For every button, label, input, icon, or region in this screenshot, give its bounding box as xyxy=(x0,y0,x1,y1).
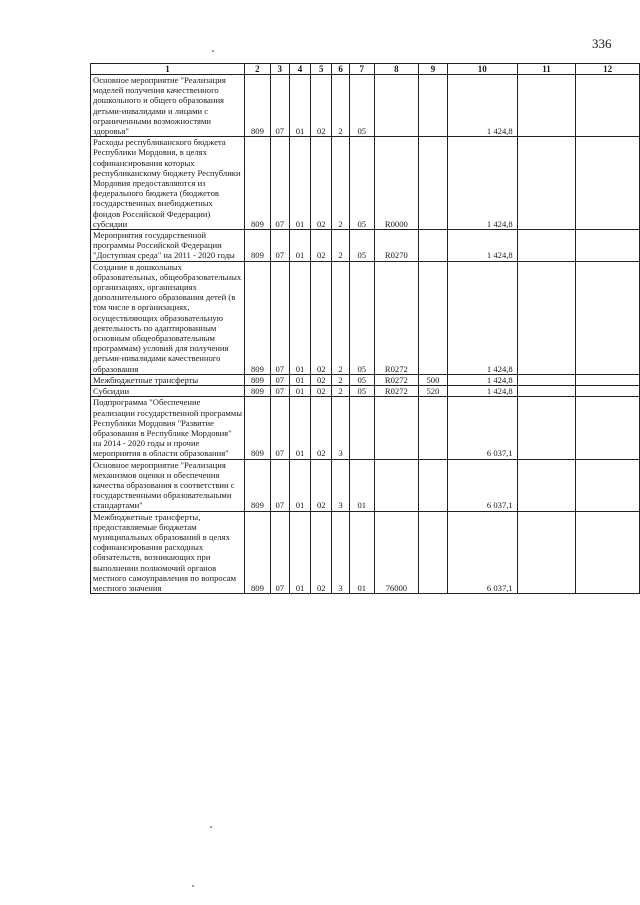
code-cell: 07 xyxy=(270,397,289,459)
empty-cell xyxy=(517,137,576,230)
code-cell: 05 xyxy=(349,230,374,262)
code-cell: 05 xyxy=(349,374,374,385)
code-cell: 05 xyxy=(349,386,374,397)
code-cell: 05 xyxy=(349,261,374,374)
code-cell xyxy=(419,397,448,459)
row-description: Субсидии xyxy=(91,386,245,397)
code-cell xyxy=(419,511,448,594)
empty-cell xyxy=(517,230,576,262)
code-cell: 809 xyxy=(245,459,271,511)
code-cell xyxy=(419,459,448,511)
row-description: Мероприятия государственной программы Российской Федерации "Доступная среда" на 2011 - 2020 годы xyxy=(91,230,245,262)
code-cell: 01 xyxy=(349,459,374,511)
table-row xyxy=(91,459,640,511)
code-cell xyxy=(419,137,448,230)
amount-cell: 1 424,8 xyxy=(447,137,517,230)
code-cell: 05 xyxy=(349,75,374,137)
code-cell: 01 xyxy=(289,511,311,594)
column-header: 2 xyxy=(245,64,271,75)
code-cell: 02 xyxy=(311,261,332,374)
table-body xyxy=(91,75,640,594)
code-cell: 02 xyxy=(311,511,332,594)
code-cell: 809 xyxy=(245,374,271,385)
row-description: Основное мероприятие "Реализация моделей получения качественного дошкольного и общего образования детьми-инвалидами и лицами с ограниченными возможностями здоровья" xyxy=(91,75,245,137)
row-description: Межбюджетные трансферты xyxy=(91,374,245,385)
empty-cell xyxy=(576,230,640,262)
row-description: Межбюджетные трансферты, предоставляемые бюджетам муниципальных образований в целях софинансирования расходных обязательств, возникающих при выполнении полномочий органов местного самоуправления по вопросам местного значения xyxy=(91,511,245,594)
code-cell: 01 xyxy=(289,374,311,385)
column-header: 5 xyxy=(311,64,332,75)
code-cell: 01 xyxy=(349,511,374,594)
code-cell xyxy=(349,397,374,459)
code-cell: 500 xyxy=(419,374,448,385)
amount-cell: 1 424,8 xyxy=(447,230,517,262)
empty-cell xyxy=(517,374,576,385)
code-cell: 2 xyxy=(332,374,350,385)
code-cell: 3 xyxy=(332,397,350,459)
table-row xyxy=(91,374,640,385)
empty-cell xyxy=(517,75,576,137)
code-cell: R0272 xyxy=(374,261,419,374)
code-cell: 520 xyxy=(419,386,448,397)
code-cell: 76000 xyxy=(374,511,419,594)
empty-cell xyxy=(576,459,640,511)
page-number: 336 xyxy=(592,36,612,51)
column-header: 11 xyxy=(517,64,576,75)
column-header: 12 xyxy=(576,64,640,75)
amount-cell: 6 037,1 xyxy=(447,397,517,459)
code-cell: 07 xyxy=(270,261,289,374)
column-header: 9 xyxy=(419,64,448,75)
row-description: Создание в дошкольных образовательных, общеобразовательных организациях, организациях дополнительного образования детей (в том числе в организациях, осуществляющих образовательную деятельность по адаптированным основным общеобразовательным программам) условий для получения детьми-инвалидами качественного образования xyxy=(91,261,245,374)
code-cell xyxy=(419,230,448,262)
code-cell: 02 xyxy=(311,459,332,511)
empty-cell xyxy=(517,386,576,397)
amount-cell: 1 424,8 xyxy=(447,75,517,137)
code-cell: 01 xyxy=(289,386,311,397)
table-row xyxy=(91,230,640,262)
empty-cell xyxy=(576,374,640,385)
code-cell xyxy=(374,397,419,459)
empty-cell xyxy=(517,261,576,374)
empty-cell xyxy=(517,511,576,594)
code-cell: 01 xyxy=(289,459,311,511)
scan-speck xyxy=(192,885,194,887)
code-cell: R0270 xyxy=(374,230,419,262)
column-header: 6 xyxy=(332,64,350,75)
empty-cell xyxy=(576,397,640,459)
empty-cell xyxy=(576,137,640,230)
code-cell xyxy=(374,75,419,137)
code-cell: 07 xyxy=(270,386,289,397)
code-cell: 809 xyxy=(245,230,271,262)
code-cell: 01 xyxy=(289,137,311,230)
table-row xyxy=(91,397,640,459)
row-description: Расходы республиканского бюджета Республики Мордовия, в целях софинансирования которых республиканскому бюджету Республики Мордовия предоставляются из федерального бюджета (бюджетов государственных внебюджетных фондов Российской Федерации) субсидии xyxy=(91,137,245,230)
table-row xyxy=(91,511,640,594)
empty-cell xyxy=(576,386,640,397)
code-cell: 02 xyxy=(311,374,332,385)
code-cell: 07 xyxy=(270,511,289,594)
code-cell: R0000 xyxy=(374,137,419,230)
row-description: Основное мероприятие "Реализация механизмов оценки и обеспечения качества образования в соответствии с государственными образовательными стандартами" xyxy=(91,459,245,511)
code-cell: 01 xyxy=(289,75,311,137)
amount-cell: 6 037,1 xyxy=(447,459,517,511)
code-cell: 07 xyxy=(270,374,289,385)
row-description: Подпрограмма "Обеспечение реализации государственной программы Республики Мордовия "Развитие образования в Республике Мордовия" на 2014 - 2020 годы и прочие мероприятия в области образования" xyxy=(91,397,245,459)
code-cell: R0272 xyxy=(374,386,419,397)
code-cell: 07 xyxy=(270,137,289,230)
table-row xyxy=(91,137,640,230)
code-cell xyxy=(374,459,419,511)
table-row xyxy=(91,386,640,397)
column-header: 10 xyxy=(447,64,517,75)
code-cell: 02 xyxy=(311,397,332,459)
column-header: 1 xyxy=(91,64,245,75)
scan-speck xyxy=(210,826,212,828)
amount-cell: 1 424,8 xyxy=(447,374,517,385)
column-header: 3 xyxy=(270,64,289,75)
code-cell xyxy=(419,75,448,137)
amount-cell: 1 424,8 xyxy=(447,261,517,374)
code-cell: 01 xyxy=(289,261,311,374)
code-cell: 809 xyxy=(245,397,271,459)
code-cell: 809 xyxy=(245,75,271,137)
code-cell xyxy=(419,261,448,374)
column-header: 8 xyxy=(374,64,419,75)
code-cell: 3 xyxy=(332,459,350,511)
code-cell: 07 xyxy=(270,459,289,511)
scan-speck xyxy=(212,50,214,52)
code-cell: 02 xyxy=(311,386,332,397)
empty-cell xyxy=(576,75,640,137)
code-cell: 2 xyxy=(332,75,350,137)
code-cell: 3 xyxy=(332,511,350,594)
code-cell: 01 xyxy=(289,397,311,459)
code-cell: 2 xyxy=(332,386,350,397)
code-cell: 809 xyxy=(245,261,271,374)
code-cell: 02 xyxy=(311,230,332,262)
column-header: 7 xyxy=(349,64,374,75)
empty-cell xyxy=(517,459,576,511)
code-cell: 01 xyxy=(289,230,311,262)
amount-cell: 6 037,1 xyxy=(447,511,517,594)
code-cell: R0272 xyxy=(374,374,419,385)
code-cell: 07 xyxy=(270,75,289,137)
amount-cell: 1 424,8 xyxy=(447,386,517,397)
budget-table xyxy=(90,63,640,594)
code-cell: 809 xyxy=(245,137,271,230)
code-cell: 809 xyxy=(245,511,271,594)
empty-cell xyxy=(576,261,640,374)
table-header-row xyxy=(91,64,640,75)
code-cell: 07 xyxy=(270,230,289,262)
table-row xyxy=(91,75,640,137)
code-cell: 2 xyxy=(332,137,350,230)
code-cell: 2 xyxy=(332,230,350,262)
code-cell: 809 xyxy=(245,386,271,397)
code-cell: 02 xyxy=(311,137,332,230)
empty-cell xyxy=(576,511,640,594)
code-cell: 02 xyxy=(311,75,332,137)
empty-cell xyxy=(517,397,576,459)
code-cell: 05 xyxy=(349,137,374,230)
table-row xyxy=(91,261,640,374)
column-header: 4 xyxy=(289,64,311,75)
code-cell: 2 xyxy=(332,261,350,374)
